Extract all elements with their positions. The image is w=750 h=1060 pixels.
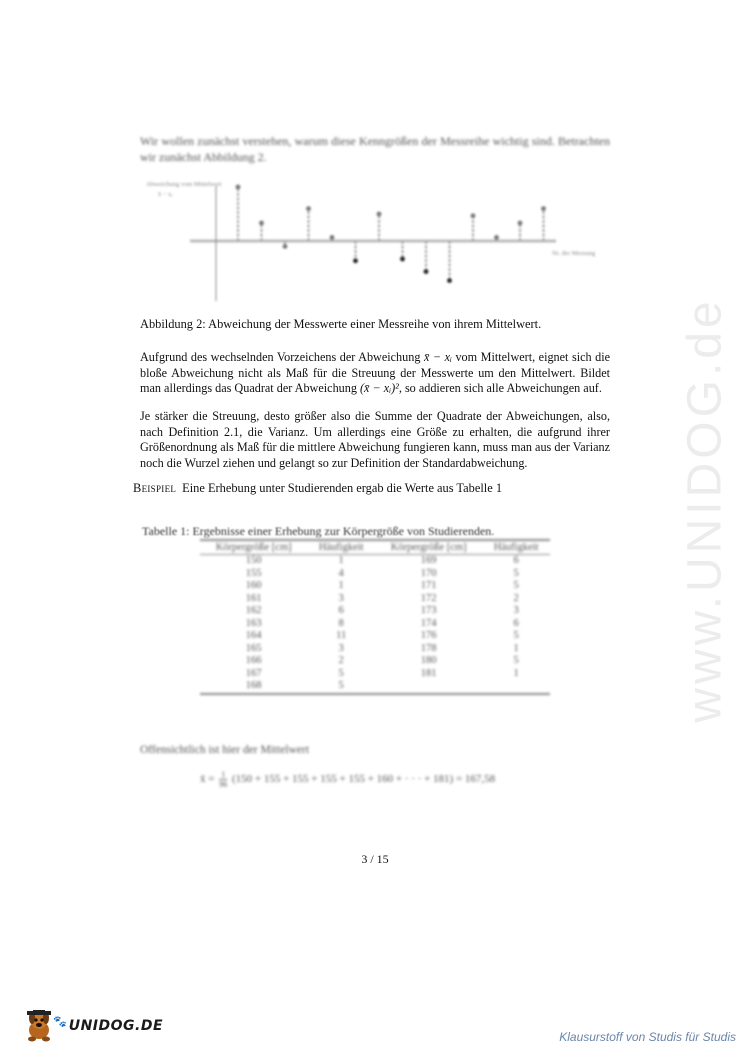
figure-x-label: Nr. der Messung (552, 250, 596, 257)
table-cell: 150 (245, 555, 262, 566)
deviation-figure (140, 176, 610, 306)
table-row (200, 680, 550, 694)
para1-post: vom Mittelwert, eignet sich die bloße Abweichung nicht als Maß für die Streuung der Messwerte um den Mittelwert. Bildet man allerdings das Quadrat der Abweichung (140, 350, 610, 396)
table-cell: 174 (420, 617, 437, 629)
table-cell (482, 680, 550, 694)
deviation-point (494, 235, 499, 240)
logo-text: UNIDOG.DE (68, 1018, 164, 1034)
table-cell: 5 (513, 567, 519, 579)
table-cell: 3 (338, 642, 344, 654)
formula-num: 1 (221, 770, 226, 779)
intro-paragraph: Wir wollen zunächst verstehen, warum diese Kenngrößen der Messreihe wichtig sind. Betrachten wir zunächst Abbildung 2. (140, 134, 610, 164)
table-cell: 2 (338, 655, 344, 666)
table-cell: 1 (338, 555, 344, 566)
deviation-point (306, 206, 311, 211)
table-cell: 5 (307, 680, 375, 694)
table-row (200, 555, 550, 568)
table-cell: 160 (245, 580, 262, 591)
figure-y-label: Abweichung vom Mittelwert (146, 181, 222, 188)
table-cell: 3 (338, 592, 344, 604)
deviation-point (471, 213, 476, 218)
deviation-point (236, 185, 241, 190)
table-cell: 6 (513, 617, 519, 629)
table-cell: 171 (420, 580, 437, 591)
mean-intro: Offensichtlich ist hier der Mittelwert (140, 744, 310, 756)
formula-lhs: x̄ = (200, 773, 215, 786)
table-cell (375, 680, 482, 694)
table-cell: 6 (513, 555, 519, 566)
table-cell: 11 (336, 630, 347, 641)
deviation-point (353, 258, 358, 263)
deviation-point (424, 269, 429, 274)
table-cell: 176 (420, 630, 437, 641)
example-text: Eine Erhebung unter Studierenden ergab die Werte aus Tabelle 1 (182, 481, 503, 495)
table-cell: 165 (245, 642, 262, 654)
table-cell: 2 (513, 592, 519, 604)
deviation-point (283, 244, 288, 249)
example-label: Beispiel (133, 481, 177, 495)
table-cell: 164 (245, 630, 262, 641)
figure-y-sublabel: x̄ − xᵢ (158, 191, 173, 198)
deviation-point (400, 257, 405, 262)
table-cell: 173 (420, 605, 437, 616)
para1-expr2: (x̄ − xᵢ)² (360, 381, 399, 396)
table-row (200, 580, 550, 593)
figure-caption: Abbildung 2: Abweichung der Messwerte einer Messreihe von ihrem Mittelwert. (140, 317, 542, 331)
table-cell: 5 (338, 667, 344, 679)
paragraph-deviation (140, 350, 610, 397)
page-number: 3 / 15 (361, 852, 389, 866)
watermark: www.UNIDOG.de (678, 297, 732, 723)
table-cell: 169 (420, 555, 437, 566)
formula-fraction (219, 770, 227, 789)
table-cell: 181 (420, 667, 437, 679)
formula-rhs: (150 + 155 + 155 + 155 + 155 + 160 + · · · + 181) = 167,58 (231, 773, 496, 786)
table-cell: 166 (245, 655, 262, 666)
table-header: Körpergröße [cm] (375, 540, 482, 555)
para1-post2: , so addieren sich alle Abweichungen auf. (398, 381, 602, 396)
formula-den: 96 (219, 780, 228, 789)
table-cell: 172 (420, 592, 437, 604)
deviation-point (541, 206, 546, 211)
table-header: Häufigkeit (482, 540, 550, 555)
table-cell: 5 (513, 630, 519, 641)
table-cell: 155 (245, 567, 262, 579)
table-cell: 5 (513, 655, 519, 666)
table-header: Körpergröße [cm] (200, 540, 307, 555)
table-cell: 1 (338, 580, 344, 591)
deviation-point (377, 212, 382, 217)
slogan: Klausurstoff von Studis für Studis (559, 1030, 736, 1044)
table-row (200, 568, 550, 581)
table-cell: 5 (513, 580, 519, 591)
table-row (200, 618, 550, 631)
table-row (200, 605, 550, 618)
table-row (200, 630, 550, 643)
table-caption: Tabelle 1: Ergebnisse einer Erhebung zur Körpergröße von Studierenden. (142, 524, 495, 538)
deviation-point (259, 221, 264, 226)
table-cell: 6 (338, 605, 344, 616)
table-cell: 1 (513, 642, 519, 654)
table-cell: 161 (245, 592, 262, 604)
table-row (200, 643, 550, 656)
deviation-point (518, 221, 523, 226)
height-table (200, 539, 550, 695)
paw-icon: 🐾 (53, 1015, 67, 1028)
table-cell: 167 (245, 667, 262, 679)
table-cell: 1 (513, 667, 519, 679)
deviation-point (330, 235, 335, 240)
table-cell: 170 (420, 567, 437, 579)
table-cell: 4 (338, 567, 344, 579)
table-row (200, 668, 550, 681)
table-cell: 162 (245, 605, 262, 616)
table-cell: 180 (420, 655, 437, 666)
table-cell: 8 (338, 617, 344, 629)
table-header: Häufigkeit (307, 540, 375, 555)
unidog-logo[interactable] (22, 1010, 163, 1042)
paragraph-variance: Je stärker die Streuung, desto größer also die Summe der Quadrate der Abweichungen, also, nach Definition 2.1, die Varianz. Um allerdings eine Größe zu erhalten, die aufgrund ihrer Größenordnung als Maß für die mittlere Abweichung fungieren kann, muss man aus der Varianz noch die Wurzel ziehen und gelangt so zur Definition der Standardabweichung. (140, 409, 610, 470)
table-cell: 178 (420, 642, 437, 654)
deviation-point (447, 278, 452, 283)
table-cell: 168 (200, 680, 307, 694)
para1-expr: x̄ − xᵢ (423, 350, 452, 364)
dog-icon (22, 1010, 56, 1042)
table-row (200, 593, 550, 606)
example-line (133, 481, 502, 496)
table-cell: 163 (245, 617, 262, 629)
table-cell: 3 (513, 605, 519, 616)
mean-formula (200, 770, 495, 789)
para1-pre: Aufgrund des wechselnden Vorzeichens der Abweichung (140, 350, 424, 364)
table-row (200, 655, 550, 668)
